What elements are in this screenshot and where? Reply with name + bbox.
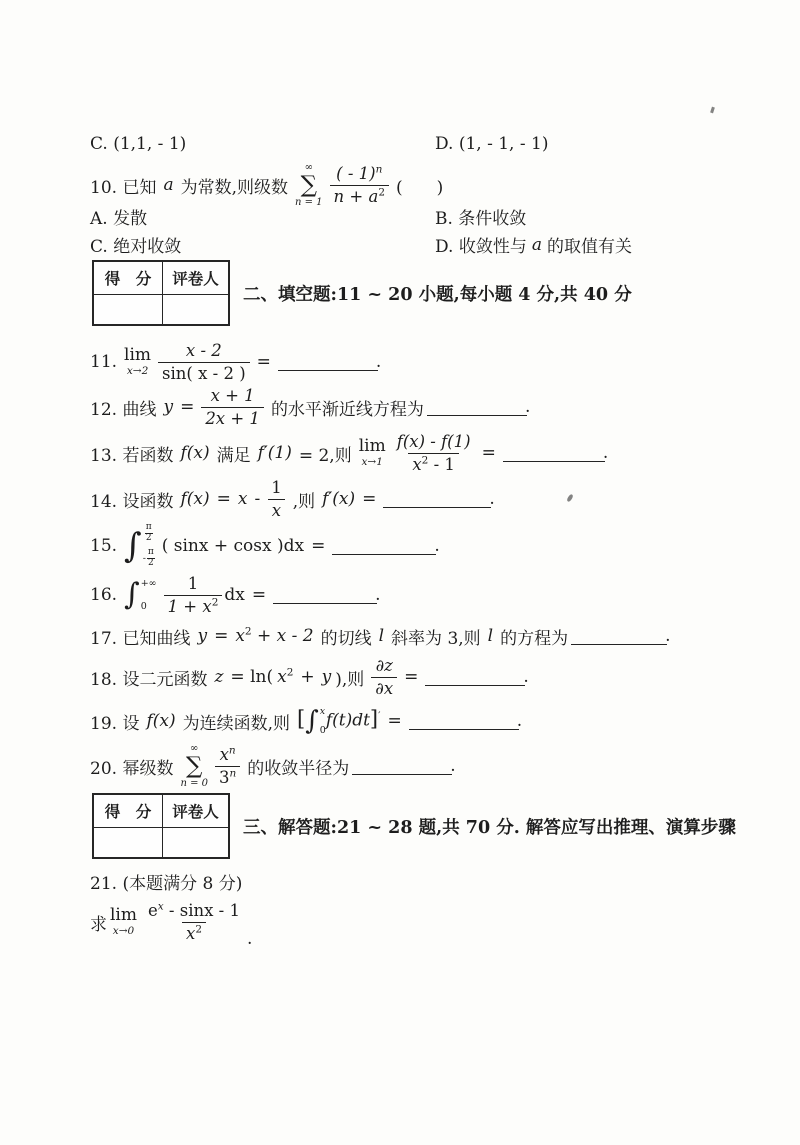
q16-period: . [375, 585, 381, 605]
q17-var-y: y [197, 626, 208, 646]
integral-icon: ∫ [305, 706, 319, 736]
score-value-cell [94, 295, 163, 324]
q13-numerator: f(x) - f(1) [396, 432, 471, 452]
q19-lower-limit: 0 [319, 725, 326, 736]
question-10-options-ab [90, 204, 526, 229]
score-table-2 [92, 793, 230, 859]
q11-lim-stack [124, 347, 151, 377]
q10-sum-lower: n = 1 [295, 196, 323, 208]
q13-den-x: x [412, 454, 422, 474]
q13-den-sup: 2 [421, 454, 429, 466]
q11-numerator: x - 2 [185, 341, 222, 361]
q16-answer-blank [273, 602, 377, 604]
q10-option-d-pre: D. 收敛性与 [435, 237, 527, 257]
q14-period: . [489, 489, 495, 509]
q14-equals-1: = [216, 489, 231, 509]
q21-lim-stack [110, 907, 137, 937]
q19-upper-limit: x [319, 706, 326, 717]
q17-mid-text-2: 斜率为 3,则 [391, 628, 481, 649]
question-13 [90, 429, 608, 477]
q21-period: . [247, 929, 253, 949]
q18-expression [277, 667, 293, 687]
q10-frac-numerator [332, 163, 386, 184]
q15-lower-frac [147, 548, 155, 569]
q13-lim: lim [358, 436, 386, 457]
section-3-header [92, 793, 736, 859]
q15-answer-blank [332, 553, 436, 555]
q18-partial-num: ∂z [375, 656, 393, 676]
q15-number: 15. [90, 536, 118, 556]
q11-number: 11. [90, 352, 118, 372]
q15-lower-den: 2 [147, 558, 154, 569]
section-3-title: 三、解答题:21 ~ 28 题,共 70 分. 解答应写出推理、演算步骤 [243, 817, 736, 838]
question-16 [90, 569, 381, 621]
question-18 [90, 653, 529, 701]
q18-var-y: y [321, 667, 332, 687]
integral-icon: ∫ [124, 577, 140, 612]
question-20 [90, 740, 456, 792]
q10-sum-stack [295, 163, 323, 208]
score-value-cell [94, 828, 163, 857]
q15-lower-minus: - [142, 553, 146, 565]
q12-tail-text: 的水平渐近线方程为 [270, 399, 424, 420]
q12-var-y: y [163, 397, 174, 417]
q10-mid-text: 为常数,则级数 [180, 177, 288, 198]
q10-option-d-post: 的取值有关 [546, 237, 632, 257]
q15-lower-num: π [147, 547, 154, 558]
q17-expr-sup: 2 [244, 625, 252, 638]
q18-expr-sup: 2 [286, 666, 294, 679]
q15-upper-den: 2 [145, 532, 152, 543]
q20-den-base: 3 [219, 767, 230, 787]
q15-integral-limits [143, 522, 155, 570]
q17-equals: = [214, 626, 229, 646]
q9-option-d: D. (1, - 1, - 1) [435, 134, 549, 154]
section-2-header [92, 260, 632, 326]
q14-answer-blank [383, 506, 491, 508]
q18-equals-ln: = ln( [230, 667, 274, 687]
q10-den-sup: 2 [378, 186, 386, 198]
q10-lead-text: 10. 已知 [90, 177, 157, 198]
q13-lim-sub: x→1 [361, 456, 383, 469]
q14-var-x: x [237, 489, 248, 509]
q17-lead-text: 17. 已知曲线 [90, 628, 191, 649]
q20-lead-text: 20. 幂级数 [90, 758, 174, 779]
q19-answer-blank [409, 728, 519, 730]
q21-den-base: x [186, 923, 196, 943]
q13-answer-blank [503, 460, 605, 462]
score-table-1 [92, 260, 230, 326]
q11-equals: = [256, 352, 271, 372]
q14-fpx: f′(x) [322, 489, 356, 509]
q14-fx: f(x) [180, 489, 210, 509]
integral-icon: ∫ [124, 526, 142, 566]
q11-period: . [375, 352, 382, 372]
grader-label: 评卷人 [163, 795, 228, 828]
q13-condition-rest: = 2,则 [298, 445, 352, 466]
q20-tail-text: 的收敛半径为 [247, 758, 350, 779]
q18-expr-x: x [277, 667, 287, 687]
sigma-icon: ∑ [186, 752, 203, 779]
q15-integrand: ( sinx + cosx )dx [161, 536, 305, 556]
q21-num-e: e [148, 901, 158, 921]
question-21-formula [90, 895, 252, 949]
q16-denominator [164, 595, 223, 617]
q10-option-b: B. 条件收敛 [435, 209, 527, 229]
q15-integral [124, 522, 155, 570]
q10-answer-parens: ( ) [396, 177, 444, 198]
q15-upper-limit [143, 523, 155, 544]
question-10-options-cd [90, 232, 632, 257]
q21-fraction [144, 900, 244, 944]
q16-upper-limit: +∞ [140, 578, 157, 589]
grader-value-cell [163, 828, 228, 857]
q14-denominator: x [268, 499, 285, 521]
q19-mid-text: 为连续函数,则 [182, 713, 291, 734]
q11-lim: lim [124, 345, 152, 366]
q21-denominator [182, 922, 206, 944]
q13-denominator [408, 453, 459, 475]
score-label: 得 分 [94, 795, 163, 828]
question-11 [90, 336, 381, 388]
q18-close-paren: ),则 [335, 669, 365, 690]
q16-dx: dx [224, 585, 245, 605]
question-21-title [90, 869, 242, 894]
q18-equals-2: = [404, 667, 419, 687]
question-12 [90, 383, 530, 431]
q13-lim-stack [359, 438, 386, 468]
q10-num-sup: n [375, 163, 383, 176]
q19-left-bracket: [ [297, 706, 306, 731]
q19-right-bracket: ] [369, 706, 379, 731]
q19-equals: = [387, 711, 402, 731]
sigma-icon: ∑ [300, 171, 317, 198]
q20-den-sup: n [229, 767, 237, 779]
q21-title-text: 21. (本题满分 8 分) [90, 874, 243, 894]
q11-lim-sub: x→2 [126, 365, 149, 378]
q13-period: . [602, 443, 609, 463]
score-label: 得 分 [94, 262, 163, 295]
q18-period: . [523, 667, 529, 687]
q17-mid-text: 的切线 [320, 628, 372, 649]
q12-numerator: x + 1 [210, 386, 255, 406]
q17-line-l-2: l [487, 626, 494, 646]
q17-expr-x: x [235, 626, 245, 646]
q10-den-base: n + a [333, 186, 379, 206]
q9-option-c: C. (1,1, - 1) [90, 134, 187, 154]
grader-value-cell [163, 295, 228, 324]
q21-lim-sub: x→0 [112, 925, 135, 938]
q16-numerator: 1 [187, 574, 199, 594]
q20-denominator [215, 766, 240, 788]
grader-label: 评卷人 [163, 262, 228, 295]
q14-numerator: 1 [271, 478, 282, 498]
q16-den-sup: 2 [211, 596, 219, 608]
q13-den-rest: - 1 [428, 454, 455, 474]
q16-lower-limit: 0 [140, 601, 147, 612]
q20-sum-lower: n = 0 [180, 777, 208, 789]
q21-num-rest: - sinx - 1 [163, 901, 240, 921]
q12-fraction [201, 385, 264, 429]
q19-integrand: f(t)dt [325, 710, 370, 731]
q12-equals: = [180, 397, 195, 417]
q19-integral [305, 705, 326, 737]
q13-equals: = [481, 443, 496, 463]
q16-integral [124, 577, 157, 613]
q15-period: . [434, 536, 440, 556]
q20-sum-upper: ∞ [190, 742, 199, 754]
q10-var-a: a [163, 175, 174, 195]
q13-fx: f(x) [180, 443, 210, 463]
q21-lim: lim [110, 905, 137, 926]
q16-integral-limits [141, 577, 157, 613]
q20-numerator [216, 744, 240, 765]
q20-answer-blank [352, 773, 452, 775]
q13-condition: f′(1) [257, 443, 292, 463]
q10-option-d [435, 232, 632, 257]
q10-option-c: C. 绝对收敛 [90, 237, 182, 257]
q12-lead-text: 12. 曲线 [90, 399, 157, 420]
scan-artifact-2 [566, 494, 574, 503]
q21-den-sup: 2 [195, 923, 202, 935]
q21-lead-text: 求 [90, 914, 107, 935]
q19-lead-text: 19. 设 [90, 713, 140, 734]
q18-lead-text: 18. 设二元函数 [90, 669, 208, 690]
q20-num-base: x [219, 745, 229, 765]
section-2-title: 二、填空题:11 ~ 20 小题,每小题 4 分,共 40 分 [243, 284, 632, 305]
q14-minus: - [254, 489, 261, 509]
q17-answer-blank [571, 643, 667, 645]
q18-answer-blank [425, 684, 525, 686]
q17-expression [235, 626, 313, 646]
q15-lower-limit [143, 548, 155, 569]
q17-expr-rest: + x - 2 [251, 626, 314, 646]
q16-fraction [164, 573, 223, 617]
q20-period: . [450, 756, 456, 776]
q13-fraction [393, 431, 475, 475]
q19-derivative-expression [297, 705, 381, 737]
scan-artifact-1 [710, 107, 715, 114]
q13-lead-text: 13. 若函数 [90, 445, 174, 466]
q19-period: . [516, 711, 523, 731]
q16-equals: = [251, 585, 267, 605]
q10-num-base: ( - 1) [336, 164, 376, 184]
q17-tail-text: 的方程为 [500, 628, 569, 649]
q11-denominator: sin( x - 2 ) [158, 362, 250, 384]
question-14 [90, 476, 495, 522]
q19-fx: f(x) [146, 711, 176, 731]
q19-prime: ′ [378, 709, 381, 722]
q21-numerator [144, 900, 244, 921]
q12-denominator: 2x + 1 [201, 407, 264, 429]
q17-line-l-1: l [378, 626, 385, 646]
q18-var-z: z [214, 667, 224, 687]
q12-answer-blank [427, 414, 527, 416]
q15-upper-num: π [145, 522, 152, 532]
q12-period: . [524, 397, 531, 417]
q11-fraction [158, 340, 250, 384]
question-9-options-row [90, 134, 548, 154]
q18-partial-fraction [371, 655, 397, 699]
q10-sum-upper: ∞ [304, 161, 313, 173]
q11-answer-blank [278, 369, 378, 371]
question-15 [90, 519, 440, 573]
q17-period: . [665, 626, 671, 646]
q14-mid-text: ,则 [292, 491, 316, 512]
q20-fraction [215, 744, 240, 788]
q16-number: 16. [90, 585, 118, 605]
question-17 [90, 623, 671, 649]
q21-num-sup: x [157, 900, 164, 913]
q14-equals-2: = [362, 489, 377, 509]
q15-equals: = [311, 536, 326, 556]
question-19 [90, 700, 522, 742]
q14-lead-text: 14. 设函数 [90, 491, 174, 512]
q10-option-a: A. 发散 [90, 209, 148, 229]
q10-fraction [330, 163, 389, 207]
q18-partial-den: ∂x [371, 677, 397, 699]
q14-fraction [267, 477, 286, 521]
q18-plus: + [300, 667, 315, 687]
q20-num-sup: n [228, 744, 236, 757]
q10-option-d-var: a [531, 234, 542, 255]
q16-den-base: 1 + x [167, 596, 212, 616]
q20-sum-stack [180, 744, 208, 789]
q13-mid-text: 满足 [216, 445, 251, 466]
